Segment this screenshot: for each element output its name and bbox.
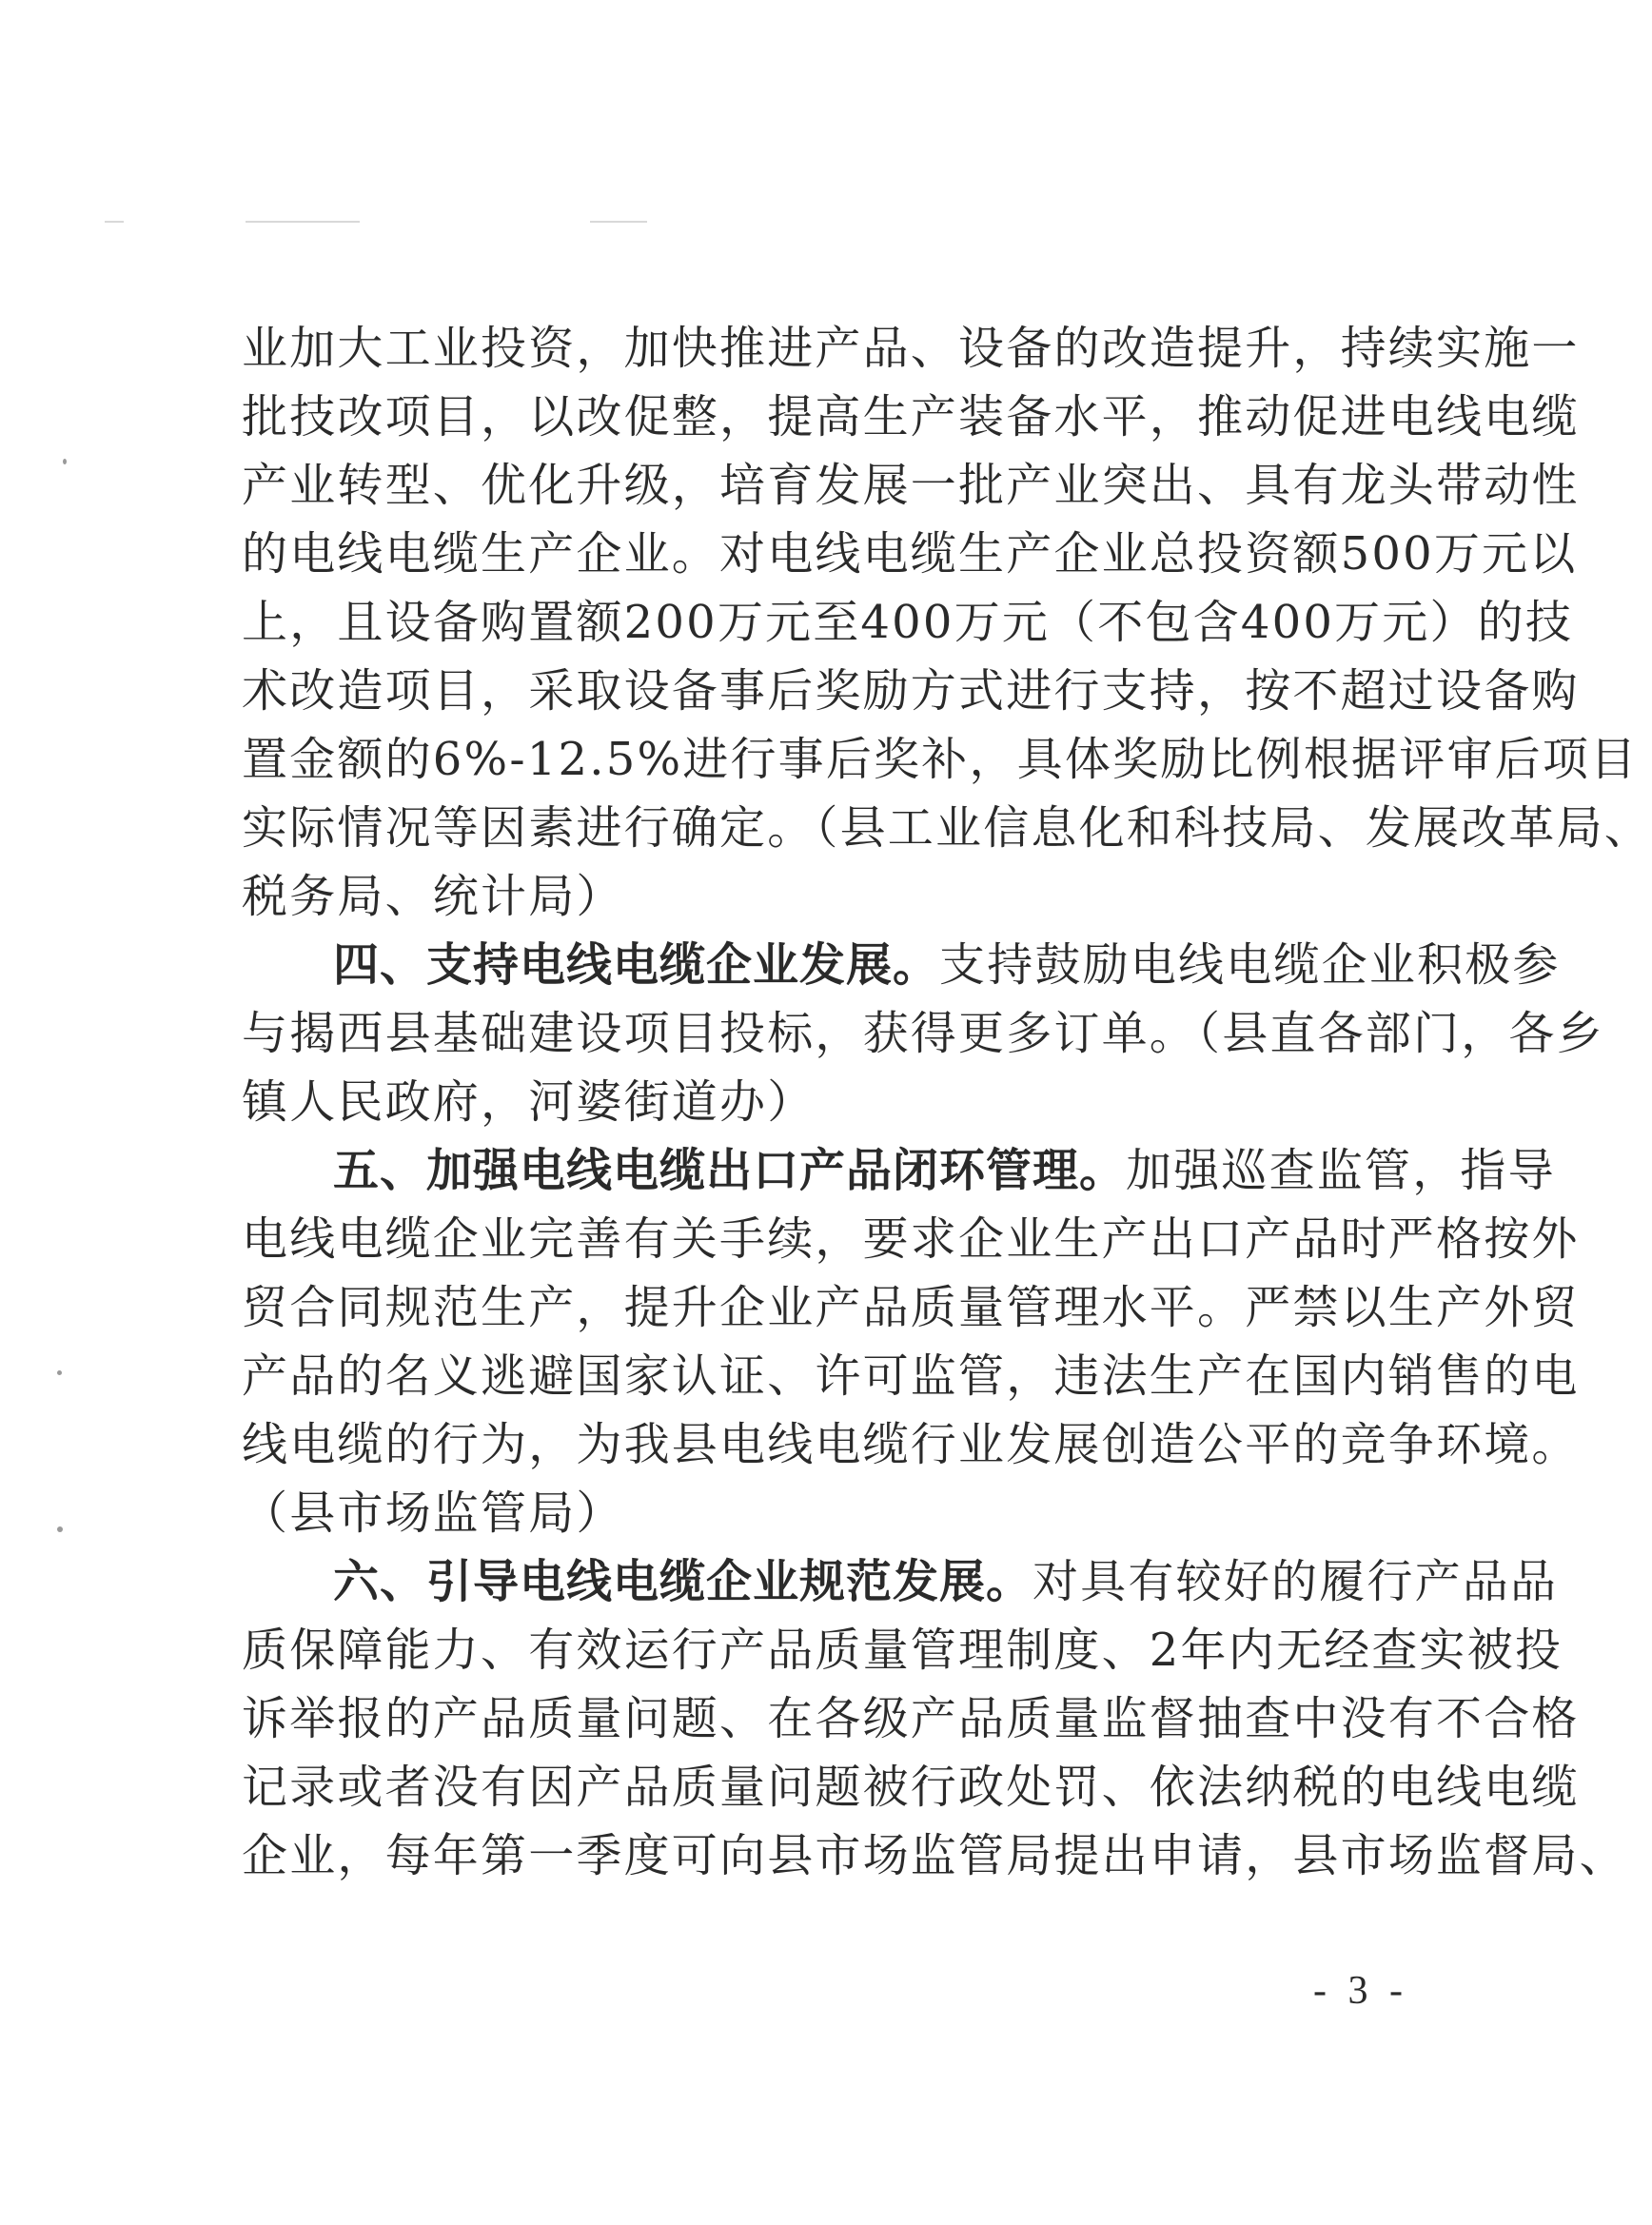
section-6-line: 企业，每年第一季度可向县市场监管局提出申请，县市场监督局、 [242,1829,1627,1882]
body-line-7: 置金额的6%-12.5%进行事后奖补，具体奖励比例根据评审后项目 [242,733,1639,786]
body-line-6: 术改造项目，采取设备事后奖励方式进行支持，按不超过设备购 [242,664,1580,718]
section-6-line: 记录或者没有因产品质量问题被行政处罚、依法纳税的电线电缆 [242,1761,1580,1814]
section-6-line: 诉举报的产品质量问题、在各级产品质量监督抽查中没有不合格 [242,1692,1580,1745]
scan-speck [57,1526,63,1532]
body-line-3: 产业转型、优化升级，培育发展一批产业突出、具有龙头带动性 [242,459,1580,512]
section-6-line: 质保障能力、有效运行产品质量管理制度、2年内无经查实被投 [242,1624,1564,1677]
body-line-4: 的电线电缆生产企业。对电线电缆生产企业总投资额500万元以 [242,527,1578,581]
section-4-line: 镇人民政府，河婆街道办） [242,1075,816,1129]
body-line-9: 税务局、统计局） [242,870,624,923]
section-4-heading: 四、支持电线电缆企业发展。 [333,938,940,992]
body-line-5: 上，且设备购置额200万元至400万元（不包含400万元）的技 [242,596,1574,649]
section-6-text: 对具有较好的履行产品品 [1032,1555,1559,1608]
body-line-1: 业加大工业投资，加快推进产品、设备的改造提升，持续实施一 [242,322,1580,375]
section-5-line: 电线电缆企业完善有关手续，要求企业生产出口产品时严格按外 [242,1212,1580,1266]
section-5-heading: 五、加强电线电缆出口产品闭环管理。 [333,1144,1127,1197]
scan-artifact-line [246,221,360,223]
scan-speck [57,1370,62,1375]
section-5-text: 加强巡查监管，指导 [1126,1144,1556,1197]
page-number: - 3 - [1313,1969,1408,2013]
section-5-line: 贸合同规范生产，提升企业产品质量管理水平。严禁以生产外贸 [242,1281,1580,1334]
scan-artifact-line [105,221,124,223]
scan-speck [63,459,67,464]
body-line-8: 实际情况等因素进行确定。（县工业信息化和科技局、发展改革局、 [242,801,1652,855]
section-5-first-line [333,1136,1556,1205]
section-5-line: 线电缆的行为，为我县电线电缆行业发展创造公平的竞争环境。 [242,1418,1580,1471]
section-4-text: 支持鼓励电线电缆企业积极参 [939,938,1561,992]
section-4-line: 与揭西县基础建设项目投标，获得更多订单。（县直各部门，各乡 [242,1007,1604,1060]
section-6-first-line [333,1547,1559,1616]
section-5-line: （县市场监管局） [242,1487,624,1540]
section-5-line: 产品的名义逃避国家认证、许可监管，违法生产在国内销售的电 [242,1349,1580,1403]
scan-artifact-line [590,221,647,223]
section-4-first-line [333,931,1561,999]
section-6-heading: 六、引导电线电缆企业规范发展。 [333,1555,1033,1608]
body-line-2: 批技改项目，以改促整，提高生产装备水平，推动促进电线电缆 [242,390,1580,443]
